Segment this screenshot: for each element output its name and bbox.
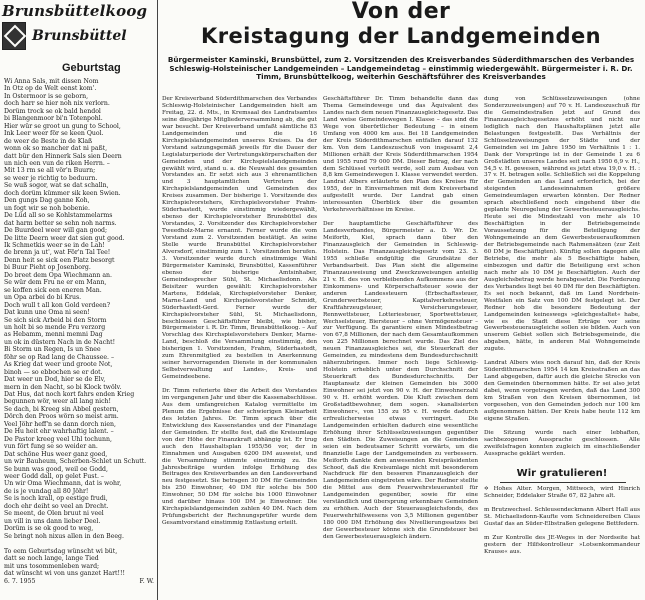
wir-gratulieren-body: ✡ Hohes Alter. Morgen, Mittwoch, wird Hinrich Schneider, Eddelaker Straße 67, 82 Jahre alt. m Brutzwechsel. Schleusendeckmann Albert Hall aus St. Michaelisdonn-Kaufte vom Schneidereiben Claus Gustaf das an Süder-Elbstraßen gelegene Bettfedern. m Zur Kontrolle des JE-Weges in der Nordseite hat gestern der Hilfskontrolleur »Lotsenkommandeur Krause« aus. — [484, 486, 640, 555]
headline-line-2: Kreistagung der Landgemeinden — [201, 24, 601, 48]
coat-of-arms-icon — [2, 22, 26, 50]
article-column-3: dung von Schlüsselzuweisungen (ohne Sonderzuweisungen) auf 70 v. H. Landeszuschuß für die Gemeindestraßen jetzt auf Grund des Finanzausgleichsgesetzes erhöht und nicht nur lediglich nach den Haushaltsplänen jetzt alle Belastungen festgestellt. Das Verhältnis der Schlüsselzuweisungen der Städte und der Gemeinden sei im Jahre 1950 im Verhältnis 1 : 1. Dank der Vorsprünge ist in der Gemeinde 1 zu 6 Großstädten unseres Landes seit nach 1950 6,9 v. H., 54,5 v. H. gewesen, während es jetzt etwa 19,0 v. H. : 37 v. H. betragen solle. Schließlich sei die Koppelung der Gemeinden an das Land erforderlich, bei der steigenden Landeseinnahmen größere Gemeindeumlagen erwarten könnten. Der Redner sprach abschließend noch eingehend über die geplante Neuregelung der Gewerbesteuerausgleichs. Heute sei die Mindestzahl von mehr als 10 Beschäftigten in der Betriebsgemeinde Voraussetzung für die Beteiligung der Wohngemeinde an dem Gewerbesteueraufkommen der Betriebsgemeinde nach Rahmensätzen (zur Zeit 60 DM je Beschäftigten). Künftig sollen dagegen alle Betriebe, die mehr als 5 Beschäftigte haben, einbezogen und dafür die Beteiligung erst schon nach mehr als 10 DM je Beschäftigten. Auch der Ausgleichsbetrag werde herabgesetzt. Die Forderung des Verbandes liegt bei 40 DM für den Beschäftigten. Es sei noch bekannt, daß im Land Nordrhein-Westfalen ein Satz von 100 DM festgelegt ist. Der Redner hob die besondere Bedeutung der Landgemeinden keineswegs »gleichgestaltet« habe, wie es die Stadt diese Erträge vor seine Gewerbesteuerausgleiche sollen sie bilden. Auch von unserem Gebiet sollen sich Betriebsgemeinde, die abgaben, hätte, in anderen Mal Wohngemeinde zugute. Landrat Albers wies noch darauf hin, daß der Kreis Süderdithmarschen 1954 14 km Kreisstraßen an das Land abgegeben, dafür auch die gleiche Strecke von den Gemeinden übernommen hätte. Er sei also jetzt dabei, wenn vorgetragen werden, daß das Land 300 km Straßen von den Kreisen übernommen, ist vorgesehen, von den Gemeinden jedoch nur 100 km aufgenommen hätten. Der Kreis habe heute 112 km eigene Straßen. Die Sitzung wurde nach einer lebhaften, sachbezogenen Aussprache geschlossen. Alle zweifelsfragen konnten zugleich im einschließender Aussprache geklärt werden. — [484, 96, 640, 457]
masthead-row — [2, 22, 152, 50]
poem-signature: F. W. — [139, 577, 154, 585]
wir-gratulieren-heading: Wir gratulieren! — [516, 468, 608, 479]
article-column-1: Der Kreisverband Süderdithmarschen des Verbandes Schleswig-Holsteinischer Landgemeinden hielt am Freitag, 22. d. Mts., in Kremsaal des Landratsamtes seine diesjährige Mitgliederversammlung ab, die gut war besucht. Der Kreisverband umfaßt sämtliche 83 Landgemeinden und die 16 Kirchspielslandgemeinden unseres Kreises. Da der Vorstand satzungsgemäß jeweils für die Dauer der Legislaturperiode der Vertretungskörperschaften der Gemeinden und der Kirchspielslandgemeinden gewählt wird, stand u. a. die Neuwahl des gesamten Vorstandes an. Er setzt sich aus 3 ehrenamtlichen und 3 hauptamtlichen Vertretern der Kirchspielslandgemeinden und Gemeinden des Kreises zusammen. Der bisherige 1. Vorsitzende des Kirchspielvorstehers, Kirchspielsvorsteher Frahm-Süderhastedt, wurde einstimmig wiedergewählt, ebenso der Kirchspielvorsteher Brunsbüttel des Vorstandes, 2. Vorsitzender des Kirchspielvorsteher Tweedholz-Marne ernannt. Ferner wurde die vom Vorstand zum 2. Vorsitzenden bestätigt. An seine Stelle wurde Brunsbüttel Kirchspielvorsteher Alversdorf, einstimmig zum 1. Vorsitzenden berufen. 3. Vorsitzender wurde durch einstimmige Wahl Bürgermeister Kaminski, Brunsbüttel, Kassenführer ebenso der bisherige Amtsinhaber, Gemeindesprecher Sühl, St. Michaelisdonn. Als Beisitzer wurden gewählt: Kirchspielvorsteher Martens, Eddelak, Kirchspielvorsteher Denker, Marne-Land und Kirchspielsvorsteher Schmidt, Süderhastedt-Gerd. Ferner wurde der Kirchspielvorsteher Sühl, St. Michaelisdonn, beschlossen Geschäftsführer bleibt, wie bisher, Bürgermeister i. R. Dr. Timm, Brunsbüttelkoog. – Auf Vorschlag des Kirchspielsvorstehers Denker, Marne-Land, beschloß die Versammlung einstimmig, den bisherigen 1. Vorsitzenden, Frahm, Süderhastedt, zum Ehrenmitglied zu bestellen in Anerkennung seiner hervorragenden Dienste in der kommunalen Selbstverwaltung auf Landes-, Kreis- und Gemeindeebene. Dr. Timm referierte über die Arbeit des Vorstandes im vergangenen Jahr und über die Kassenabschlüsse. Aus dem umfangreichen Katalog vermittelte im Plenum die Ergebnisse der schwierigen Kleinarbeit des letzten Jahres. Dr. Timm sprach über die Entwicklung des Kassenstandes und der Finanzlage der Gemeinden. Er stellte fest, daß die Kreisumlage von der Höhe der Finanzkraft abhängig ist. Er trug auch den Haushaltsplan 1955/56 vor, der in Einnahmen und Ausgaben 6200 DM ausweist, und die Versammlung stimmte einstimmig zu. Die Jahresbeiträge wurden infolge Erhöhung des Beitrages des Kreisverbandes an den Landesverband neu festgesetzt. Sie betragen 30 DM für Gemeinden bis 250 Einwohner, 40 DM für solche bis 500 Einwohner, 50 DM für solche bis 1000 Einwohner und darüber hinaus 100 DM je Einwohner. Die Kirchspielslandgemeinden zahlen 40 DM. Nach dem Prüfungsbericht der Rechnungsprüfer wurde dem Gesamtvorstand einstimmig Entlastung erteilt. — [162, 96, 317, 527]
poem-footer-text: To eem Geburtsdag wünscht wi büt, datt se noch lange, lange Tied mit uns tosommenleben ward; dat wünscht wi von uns ganzet Hart!!! — [4, 548, 125, 578]
headline — [160, 0, 642, 48]
poem-signature-row — [4, 578, 154, 585]
masthead — [2, 2, 152, 58]
article-column-2: Geschäftsführer Dr. Timm behandelte dann das Thema Gemeindewege und das Äquivalent des Landes nach dem neuen Finanzausgleichsgesetz. Das Land weise Gemeindewegen I. Klasse – das sind die Wege von überörtlicher Bedeutung – in einem Umfang von 4000 km aus. Bei 18 Landgemeinden der Kreis Süderdithmarschen entfallen darauf 132 km. Von dem Landeszuschuß von insgesamt 2,4 Millionen erhält der Kreis Süderdithmarschen 1954 und 1955 rund 79 000 DM. Dieser Betrag, der nach dem Schlüssel verteilt werde, soll zum Ausbau von 8,8 km Gemeindewegen I. Klasse verwendet werden. Landrat Albers erläuterte den Plan des Kreises für 1955, der in Einvernehmen mit dem Kreisverband aufgestellt wurde. Der Landrat gab einen interessanten Überblick über die gesamten Verkehrsverhältnisse im Kreise. Der hauptamtliche Geschäftsführer des Landesverbandes, Bürgermeister a. D. Wr. Dr. Meiforth, Kiel, sprach dann über den Finanzausgleich der Gemeinden in Schleswig-Holstein. Das Finanzausgleichsgesetz vom 23. 3. 1955 schließe endgültig die Grundsätze der Verbandsarbeit. Das Plan sieht die allgemeine Finanzausweisung und Zweckzuweisungen anteilig 21 v. H. des von verbleibenden Aufkommens aus der Einkommens- und Körperschaftsteuer sowie der anderen Landessteuern (Erbschaftssteuer, Grunderwerbsteuer, Kapitalverkehrssteuer, Kraftfahrzeugsteuer, Versicherungsteuer, Rennwettsteuer, Lotteriesteuer, Sportwettsteuer, Wechselsteuer, Biersteuer – ohne Vermögensteuer – zur Verfügung. Es garantiere einen Mindestbetrag von 67,8 Millionen, der nach dem Gesamtaufkommen von 225 Millionen berechnet wurde. Das Ziel des neuen Finanzausgleiches sei, die Steuerkraft der Gemeinden, zu mindestens dem Bundesdurchschnitt näherzubringen. Immer noch liege Schleswig-Holstein erheblich unter dem Durchschnitt der Steuerkraft des Bundesdurchschnitts. Der Hauptansatz der kleinen Gemeinden bis 3000 Einwohner sei jetzt von 90 v. H. der Einwohnerzahl 90 v. H. erhöht worden. Die Kluft zwischen dem Großstadtbewohner, dem sogen. »kanalisierten Einwohner«, von 155 zu 95 v. H. werde dadurch erfreulicherweise etwas verringert. Die Landgemeinden erhielten dadurch eine wesentliche Erhöhung ihrer Schlüsselzuweisungen gegenüber den Städten. Die Zuweisungen an die Gemeinden seien ein bedeutsamer Schritt vorwärts, um die finanzielle Lage der Landgemeinden zu verbessern. Meiforth dankte dem anwesenden Kreispräsidenten Schoof, daß die Kreisumlage nicht mit besonderem Nachdruck für den besseren Finanzausgleich der Landgemeinden eingetreten wäre. Der Redner stellte die Mittel aus dem Feuerwehrsteueranteil für Landgemeinden gegenüber, sowie für eine verständlich und übersprung erkennbare Gemeinden zu erhöhen. Auch der Steuerausgleichsfonds, des Feuerwehrhilfswesens von 3,5 Millionen gegenüber 180 000 DM Erhöhung des Nivellierungssatzes bei der Gewerbesteuer könne sich die Grundsteuer bei den Gewerbesteuerausgleich ändern. — [323, 96, 478, 541]
masthead-brunsbuettel: Brunsbüttel — [32, 28, 127, 44]
heading-rule — [500, 482, 626, 483]
poem-body: Wi Anna Sals, mit dissen Nom In Otz op de Welt eenst kom'. In Ostermoor is se geborn, doch harr se hier noh nix verlorn. Dorüm trock se ok bald hendol bi Blangenmoor bi'n Totenpohl. Hier wür se groot un gung to School, Ink Leer weer för se keen Quol. de weer de Beste in de Klaß wonn ok so mancher dat ni paßt, datt bür den Hinnerk Sals sien Deern un nich een vun de riken Herrn. – Mit 13 rm se all vör'n Buurn; se weer je richtig to beduurn. Se wuß sogor, wat se dat schalln, doch dorüm kümmer sik keen Swien. Den gungs Dag ganne Koh, un fogt wir se noh bobenie. De Lüd all so se Kohlstammelarms dat harm better se sehn noh narms. De Buurdeel weer will gan good; De litte Deern weer dat sien gut good. Ik Schmetkis weer se in de Lah! de brenn ja ut', wat För'n Tal Tee! Denn heit se sick een Platz besorgt bi Buur Pieht op Josenborg. Do breet dem Opa Wiechmann an. Se wür dem Fru ne er em Mann, se koffen sick een eneren Man. un Opa arbei do bi Krus. Doch wull t all kon Gold verdeen? Dat kunn une Oma ni seen! Se sich sick Arbeid bi den Storm un holt bi so mende Fru verzorg as Hebamm, menni memni Dag un ok in düstern Nach in de Nacht! Bi Storm un Regen, Is un Snee föhr se op Rad lang de Chaussee. – As Krieg dat weer und groote Not, binoh — so ebbochen se er dot. Dat weer un Dod, hier se de Elv, mern in den Nacht, so bi Klock twölv. Dat Hus, dat noch kort fahrs enden Krieg begunnen wör, weer all lang nich! Se dach, bi Kreeg sin Abbel gestern, Dörch den Proos wörn so meist arm. Veel Jöhr heff'n se dann dorch nien, De Hu heit ehr wahrhaftig lalent. – De Pastor kreeg veel Uhl tochunn, vun fört fung se so weider an. Dat schöne Hus weer ganz goed, un wir Bauheum, Scherben-Schlet un Schutt. Se bunn was good, weil oe Godd, weer Godd dall, op gelet Fust. – Un wir Oma Wiechmann, dat is wohr, de is je vundag all 80 Jöhr! Se is noch krall, op eestige frudi, doch ehr deiht so veel an Drecht. Se meent, de Olen bruut ni veel un vill in uns dann lieber Deel. Dorüm is se ok good to weg, Se bringt noh nixus allen in den Beeg. — [4, 78, 147, 540]
poem-title: Geburtstag — [62, 62, 121, 74]
column-divider — [157, 0, 158, 600]
poem-footer — [4, 548, 154, 585]
headline-line-1: Von der — [351, 0, 451, 24]
poem-date: 6. 7. 1955 — [4, 577, 36, 585]
subheadline: Bürgermeister Kaminski, Brunsbüttel, zum 2. Vorsitzenden des Kreisverbandes Süderdithmarschen des Verbandes Schleswig-Holsteinischer Landgemeinden – Landgemeindetag – einstimmig wiedergewählt. Bürgermeister i. R. Dr. Timm, Brunsbüttelkoog, weiterhin Geschäftsführer des Kreisverbandes — [167, 55, 635, 82]
masthead-brunsbuettelkoog: Brunsbüttelkoog — [2, 2, 148, 20]
